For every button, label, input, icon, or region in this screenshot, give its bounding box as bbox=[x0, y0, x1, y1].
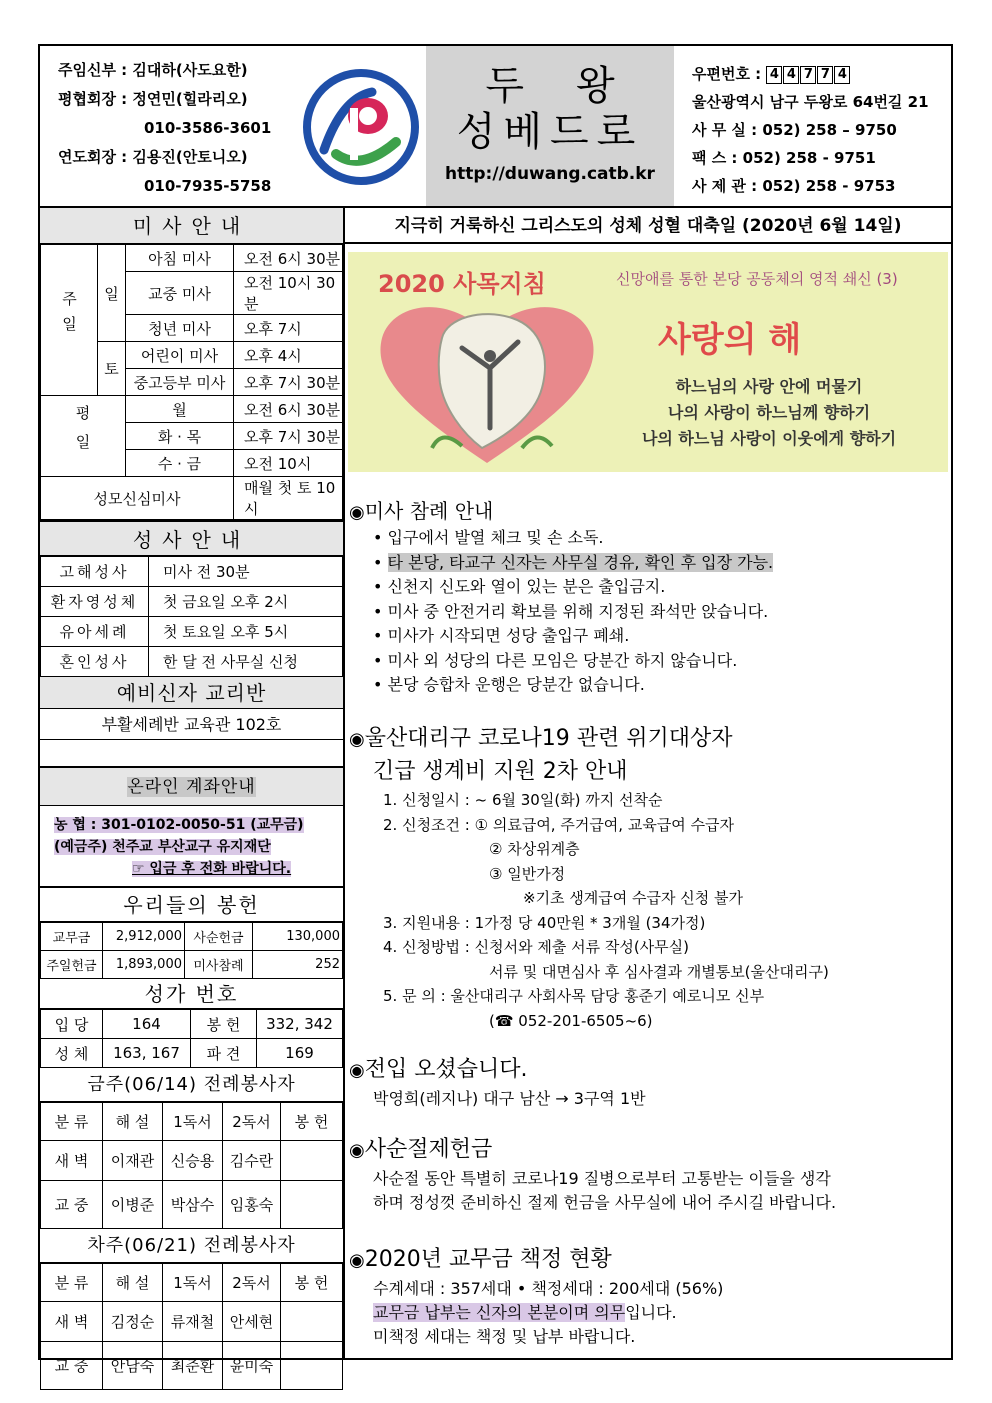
weekday-label bbox=[41, 396, 126, 477]
sacrament-name: 환자영성체 bbox=[41, 587, 149, 617]
aid-step: 1. 신청일시 : ~ 6월 30일(화) 까지 선착순 bbox=[383, 791, 663, 809]
mass-name: 청년 미사 bbox=[126, 315, 234, 342]
mass-schedule-title: 미사안내 bbox=[40, 208, 343, 244]
sacrament-time: 첫 토요일 오후 5시 bbox=[149, 617, 343, 647]
pastoral-subtitle: 신망애를 통한 본당 공동체의 영적 쇄신 (3) bbox=[616, 270, 898, 288]
servers-cell: 김수란 bbox=[223, 1141, 281, 1181]
mass-time: 오전 10시 30분 bbox=[234, 272, 343, 315]
sacrament-time: 첫 금요일 오후 2시 bbox=[149, 587, 343, 617]
list-item: • 본당 승합차 운행은 당분간 없습니다. bbox=[373, 673, 949, 698]
zip-label: 우편번호 : bbox=[692, 65, 762, 83]
servers-cell bbox=[281, 1302, 343, 1342]
servers-header: 분 류 bbox=[41, 1264, 103, 1302]
servers-header: 2독서 bbox=[223, 1264, 281, 1302]
hymn-label: 파 견 bbox=[191, 1039, 257, 1068]
servers-header: 1독서 bbox=[163, 1103, 223, 1141]
notice-move-in bbox=[349, 1054, 949, 1111]
mass-name: 수 · 금 bbox=[126, 450, 234, 477]
offering-label: 미사참례 bbox=[185, 951, 253, 979]
notice-lent-offering bbox=[349, 1134, 949, 1215]
notice-body: 하며 정성껏 준비하신 절제 헌금을 사무실에 내어 주시길 바랍니다. bbox=[373, 1193, 837, 1212]
address-block bbox=[692, 60, 929, 200]
offering-title: 우리들의 봉헌 bbox=[40, 888, 343, 922]
servers-cell: 임홍숙 bbox=[223, 1181, 281, 1229]
pastor-line: 주임신부 : 김대하(사도요한) bbox=[58, 61, 248, 79]
hymn-number: 164 bbox=[103, 1010, 191, 1039]
offering-value: 130,000 bbox=[253, 923, 343, 951]
servers-header: 분 류 bbox=[41, 1103, 103, 1141]
servers-cell: 새 벽 bbox=[41, 1302, 103, 1342]
sacraments-table bbox=[40, 556, 343, 677]
servers-cell bbox=[281, 1141, 343, 1181]
servers-cell: 김정순 bbox=[103, 1302, 163, 1342]
parish-logo-icon bbox=[302, 68, 420, 186]
servers-next-week-table bbox=[40, 1263, 343, 1390]
mass-name: 월 bbox=[126, 396, 234, 423]
target-bullet-icon: ◉ bbox=[349, 1060, 365, 1081]
hymn-label: 성 체 bbox=[41, 1039, 103, 1068]
servers-cell: 박삼수 bbox=[163, 1181, 223, 1229]
mass-time: 오후 7시 bbox=[234, 315, 343, 342]
mass-name: 중고등부 미사 bbox=[126, 369, 234, 396]
servers-cell: 류재철 bbox=[163, 1302, 223, 1342]
target-bullet-icon: ◉ bbox=[349, 502, 365, 523]
sacrament-time: 미사 전 30분 bbox=[149, 557, 343, 587]
dues-duty-highlight: 교무금 납부는 신자의 본분이며 의무 bbox=[373, 1303, 626, 1322]
left-column bbox=[40, 208, 345, 1375]
servers-cell: 새 벽 bbox=[41, 1141, 103, 1181]
catechumen-title: 예비신자 교리반 bbox=[40, 677, 343, 709]
offering-table bbox=[40, 922, 343, 979]
pastoral-line: 하느님의 사랑 안에 머물기 bbox=[675, 377, 863, 396]
mass-time: 오후 4시 bbox=[234, 342, 343, 369]
online-account-title-text: 온라인 계좌안내 bbox=[127, 777, 256, 797]
pastoral-line: 나의 하느님 사랑이 이웃에게 향하기 bbox=[641, 429, 897, 448]
hymn-label: 봉 헌 bbox=[191, 1010, 257, 1039]
masthead-title-1: 두왕 bbox=[485, 63, 667, 109]
parish-contacts bbox=[58, 56, 271, 201]
bank-account: 농 협 : 301-0102-0050-51 (교무금) bbox=[54, 817, 304, 833]
servers-cell bbox=[281, 1181, 343, 1229]
servers-cell: 신승용 bbox=[163, 1141, 223, 1181]
council-phone: 010-3586-3601 bbox=[144, 119, 272, 137]
pastoral-theme: 사랑의 해 bbox=[658, 320, 802, 360]
account-holder: (예금주) 천주교 부산교구 유지재단 bbox=[54, 839, 271, 855]
aid-step: 서류 및 대면심사 후 심사결과 개별통보(울산대리구) bbox=[489, 962, 829, 981]
mass-name: 교중 미사 bbox=[126, 272, 234, 315]
hymn-table bbox=[40, 1009, 343, 1068]
aid-step: 2. 신청조건 : ① 의료급여, 주거급여, 교육급여 수급자 bbox=[383, 815, 735, 834]
bulletin-page bbox=[38, 44, 953, 1375]
servers-header: 해 설 bbox=[103, 1103, 163, 1141]
target-bullet-icon: ◉ bbox=[349, 729, 365, 750]
notice-title: 울산대리구 코로나19 관련 위기대상자 bbox=[364, 726, 733, 751]
offering-label: 사순헌금 bbox=[185, 923, 253, 951]
dues-duty-tail: 입니다. bbox=[625, 1303, 677, 1322]
mass-time: 오후 7시 30분 bbox=[234, 369, 343, 396]
masthead bbox=[426, 46, 674, 206]
servers-cell: 윤미숙 bbox=[223, 1342, 281, 1390]
feast-title: 지극히 거룩하신 그리스도의 성체 성혈 대축일 (2020년 6월 14일) bbox=[345, 208, 951, 244]
hymn-number: 163, 167 bbox=[103, 1039, 191, 1068]
notice-body: 박영희(레지나) 대구 남산 → 3구역 1반 bbox=[373, 1089, 646, 1108]
sat-label: 토 bbox=[98, 342, 126, 396]
prayer-line: 연도회장 : 김용진(안토니오) bbox=[58, 148, 248, 166]
sunday-label-text: 주일 bbox=[60, 290, 78, 341]
aid-step: ② 차상위계층 bbox=[489, 840, 580, 858]
servers-header: 봉 헌 bbox=[281, 1103, 343, 1141]
zip-digit: 7 bbox=[817, 66, 833, 84]
hymn-title: 성가 번호 bbox=[40, 979, 343, 1009]
sacrament-name: 혼인성사 bbox=[41, 647, 149, 677]
sacrament-name: 고해성사 bbox=[41, 557, 149, 587]
zip-digit: 4 bbox=[766, 66, 782, 84]
pastoral-line: 나의 사랑이 하느님께 향하기 bbox=[667, 403, 871, 422]
sunday-label bbox=[41, 245, 98, 396]
notice-title: 사순절제헌금 bbox=[364, 1137, 493, 1162]
mass-time: 오전 6시 30분 bbox=[234, 396, 343, 423]
hymn-label: 입 당 bbox=[41, 1010, 103, 1039]
notice-body bbox=[349, 1301, 949, 1325]
mass-time: 오후 7시 30분 bbox=[234, 423, 343, 450]
aid-steps bbox=[349, 788, 949, 1033]
servers-cell: 안세현 bbox=[223, 1302, 281, 1342]
online-account-title bbox=[40, 768, 343, 806]
offering-label: 주일헌금 bbox=[41, 951, 103, 979]
sacrament-time: 한 달 전 사무실 신청 bbox=[149, 647, 343, 677]
prayer-phone: 010-7935-5758 bbox=[144, 177, 272, 195]
list-item: • 입구에서 발열 체크 및 손 소독. bbox=[373, 526, 949, 551]
list-item: • 미사가 시작되면 성당 출입구 폐쇄. bbox=[373, 624, 949, 649]
mass-schedule-table bbox=[40, 244, 343, 520]
pastoral-lines bbox=[604, 374, 934, 452]
servers-cell: 이재관 bbox=[103, 1141, 163, 1181]
pastoral-year: 2020 사목지침 bbox=[378, 270, 546, 298]
offering-value: 1,893,000 bbox=[103, 951, 185, 979]
sacraments-title: 성사안내 bbox=[40, 520, 343, 556]
rectory-phone: 사 제 관 : 052) 258 - 9753 bbox=[692, 177, 896, 195]
zip-digit: 4 bbox=[783, 66, 799, 84]
list-item-highlight: 타 본당, 타교구 신자는 사무실 경유, 확인 후 입장 가능. bbox=[387, 552, 774, 572]
notice-corona-aid bbox=[349, 723, 949, 1033]
council-line: 평협회장 : 정연민(힐라리오) bbox=[58, 90, 248, 108]
list-item: • 미사 중 안전거리 확보를 위해 지정된 좌석만 앉습니다. bbox=[373, 600, 949, 625]
sun-label: 일 bbox=[98, 245, 126, 342]
servers-cell: 교 중 bbox=[41, 1342, 103, 1390]
aid-step: ③ 일반가정 bbox=[489, 864, 566, 883]
notice-mass bbox=[349, 498, 949, 698]
pastoral-banner bbox=[348, 252, 948, 472]
servers-cell: 최준환 bbox=[163, 1342, 223, 1390]
aid-step: ※기초 생계급여 수급자 신청 불가 bbox=[523, 889, 744, 907]
sacrament-name: 유아세례 bbox=[41, 617, 149, 647]
servers-header: 해 설 bbox=[103, 1264, 163, 1302]
list-item: • 신천지 신도와 열이 있는 분은 출입금지. bbox=[373, 575, 949, 600]
zip-digit: 4 bbox=[834, 66, 850, 84]
offering-value: 252 bbox=[253, 951, 343, 979]
notice-list bbox=[349, 526, 949, 698]
offering-value: 2,912,000 bbox=[103, 923, 185, 951]
zip-line bbox=[692, 60, 929, 88]
heart-mosaic-icon bbox=[372, 298, 602, 468]
notice-body: 사순절 동안 특별히 코로나19 질병으로부터 고통받는 이들을 생각 bbox=[373, 1169, 831, 1188]
catechumen-class: 부활세례반 교육관 102호 bbox=[40, 709, 343, 740]
notice-subtitle: 긴급 생계비 지원 2차 안내 bbox=[373, 759, 628, 784]
notice-dues bbox=[349, 1244, 949, 1349]
aid-step: 4. 신청방법 : 신청서와 제출 서류 작성(사무실) bbox=[383, 938, 690, 956]
servers-cell bbox=[281, 1342, 343, 1390]
offering-label: 교무금 bbox=[41, 923, 103, 951]
blank-row bbox=[40, 740, 343, 768]
office-phone: 사 무 실 : 052) 258 – 9750 bbox=[692, 121, 897, 139]
target-bullet-icon: ◉ bbox=[349, 1140, 365, 1161]
servers-header: 2독서 bbox=[223, 1103, 281, 1141]
weekday-label-text: 평일 bbox=[73, 405, 92, 463]
notice-title: 2020년 교무금 책정 현황 bbox=[364, 1247, 612, 1272]
address: 울산광역시 남구 두왕로 64번길 21 bbox=[692, 93, 929, 111]
mass-name: 화 · 목 bbox=[126, 423, 234, 450]
online-account-info bbox=[40, 806, 343, 888]
right-column bbox=[345, 208, 951, 1360]
list-item: • 미사 외 성당의 다른 모임은 당분간 하지 않습니다. bbox=[373, 649, 949, 674]
marian-mass-time: 매월 첫 토 10시 bbox=[234, 477, 343, 520]
parish-url[interactable]: http://duwang.catb.kr bbox=[445, 164, 655, 184]
aid-step: 5. 문 의 : 울산대리구 사회사목 담당 홍준기 예로니모 신부 bbox=[383, 987, 765, 1005]
aid-step: 3. 지원내용 : 1가정 당 40만원 * 3개월 (34가정) bbox=[383, 913, 706, 932]
servers-this-week-title: 금주(06/14) 전례봉사자 bbox=[40, 1068, 343, 1102]
marian-mass-name: 성모신심미사 bbox=[41, 477, 234, 520]
notice-title: 전입 오셨습니다. bbox=[364, 1057, 528, 1082]
hymn-number: 169 bbox=[257, 1039, 343, 1068]
target-bullet-icon: ◉ bbox=[349, 1250, 365, 1271]
mass-name: 어린이 미사 bbox=[126, 342, 234, 369]
servers-header: 봉 헌 bbox=[281, 1264, 343, 1302]
mass-time: 오전 6시 30분 bbox=[234, 245, 343, 272]
masthead-title-2: 성베드로 bbox=[456, 109, 644, 155]
fax-number: 팩 스 : 052) 258 - 9751 bbox=[692, 149, 876, 167]
aid-step: (☎ 052-201-6505~6) bbox=[489, 1011, 653, 1030]
notice-body: 수계세대 : 357세대 • 책정세대 : 200세대 (56%) bbox=[373, 1279, 724, 1298]
hymn-number: 332, 342 bbox=[257, 1010, 343, 1039]
mass-time: 오전 10시 bbox=[234, 450, 343, 477]
servers-cell: 안남숙 bbox=[103, 1342, 163, 1390]
list-item bbox=[373, 551, 949, 576]
servers-this-week-table bbox=[40, 1102, 343, 1229]
servers-header: 1독서 bbox=[163, 1264, 223, 1302]
servers-cell: 교 중 bbox=[41, 1181, 103, 1229]
servers-next-week-title: 차주(06/21) 전례봉사자 bbox=[40, 1229, 343, 1263]
servers-cell: 이병준 bbox=[103, 1181, 163, 1229]
call-after-deposit: ☞ 입금 후 전화 바랍니다. bbox=[132, 861, 292, 877]
zip-digit: 7 bbox=[800, 66, 816, 84]
notice-title: 미사 참례 안내 bbox=[364, 499, 494, 523]
header bbox=[40, 46, 951, 208]
notice-body: 미책정 세대는 책정 및 납부 바랍니다. bbox=[373, 1327, 636, 1346]
mass-name: 아침 미사 bbox=[126, 245, 234, 272]
